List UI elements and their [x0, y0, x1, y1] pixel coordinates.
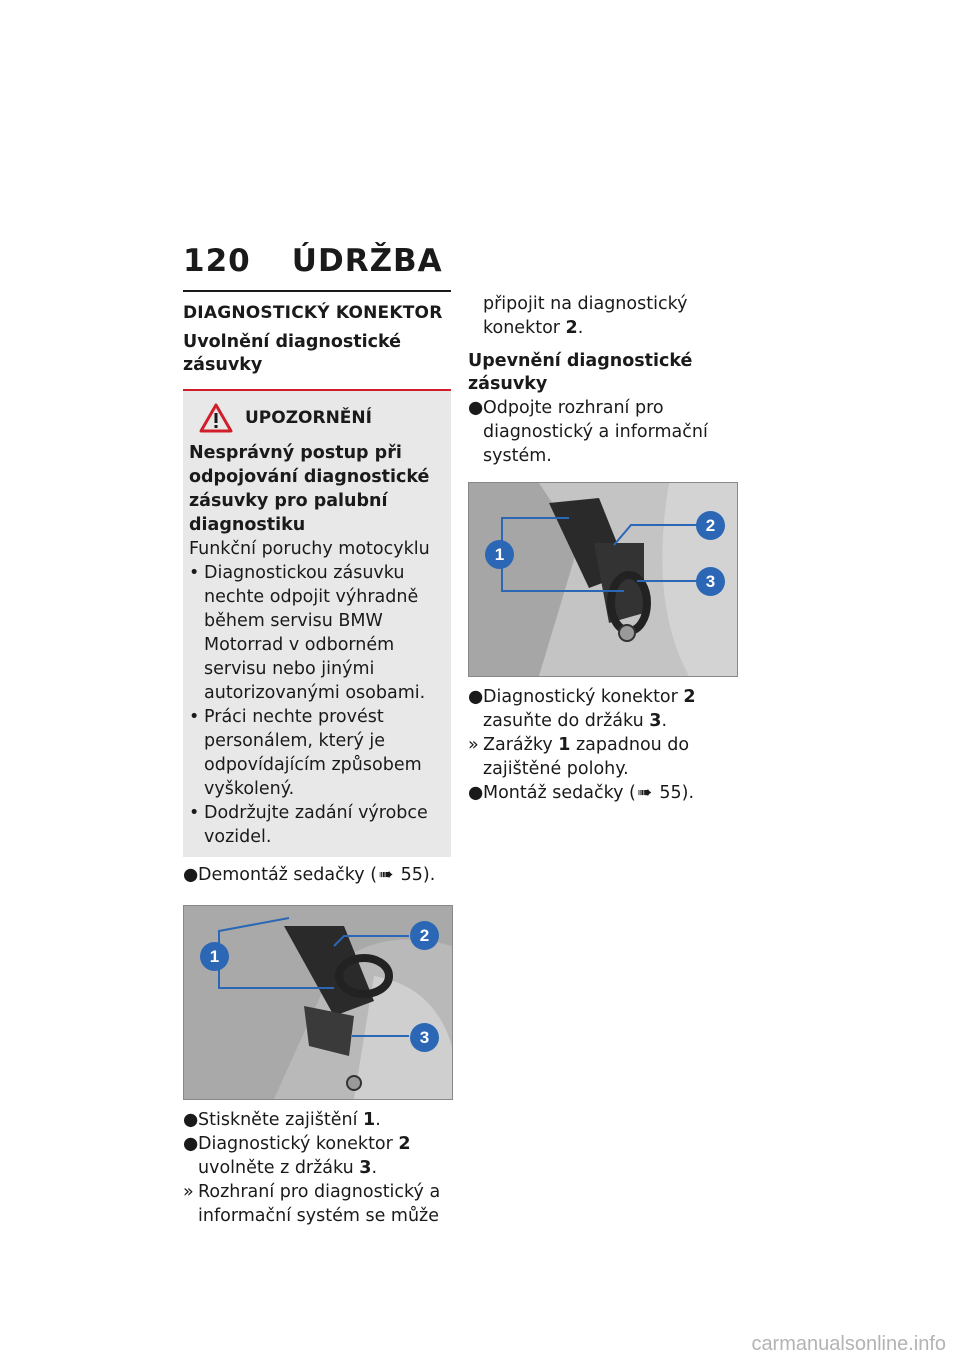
callout-1: 1 [200, 942, 229, 971]
warning-consequence: Funkční poruchy motocyklu [189, 539, 430, 559]
page-reference[interactable]: 55). [400, 865, 436, 885]
warning-label: UPOZORNĚNÍ [245, 408, 372, 428]
left-column [183, 290, 451, 1228]
connector-photo-1 [183, 905, 453, 1100]
section-rule [183, 290, 451, 292]
warning-triangle-icon [199, 403, 233, 433]
warning-box [183, 389, 451, 857]
warning-item: • Práci nechte provést personálem, který je odpovídajícím způsobem vyškolený. [189, 707, 422, 799]
subsection-title-fasten: Upevnění diagnostické zásuvky [468, 351, 693, 394]
page-number: 120 [183, 243, 251, 279]
result-continued: připojit na diagnostický konektor 2. [483, 294, 688, 338]
page-reference[interactable]: 55). [659, 783, 695, 803]
section-title: DIAGNOSTICKÝ KONEKTOR [183, 303, 443, 323]
right-column [468, 292, 740, 805]
callout-3: 3 [410, 1023, 439, 1052]
step-remove-seat: ● Demontáž sedačky (➠ 55). [183, 865, 436, 885]
step-disconnect-interface: ● Odpojte rozhraní pro diagnostický a informační systém. [468, 398, 708, 466]
step-press-lock: ● Stiskněte zajištění 1. [183, 1110, 381, 1130]
result-latches-engaged: » Zarážky 1 zapadnou do zajištěné polohy. [468, 735, 690, 779]
warning-cause: Nesprávný postup při odpojování diagnostické zásuvky pro palubní diagnostiku [189, 443, 430, 535]
callout-2: 2 [696, 511, 725, 540]
step-insert-connector: ● Diagnostický konektor 2 zasuňte do držáku 3. [468, 687, 696, 731]
chapter-title: ÚDRŽBA [291, 243, 443, 279]
step-release-connector: ● Diagnostický konektor 2 uvolněte z držáku 3. [183, 1134, 411, 1178]
callout-2: 2 [410, 921, 439, 950]
watermark: carmanualsonline.info [751, 1333, 946, 1355]
warning-item: • Dodržujte zadání výrobce vozidel. [189, 803, 428, 847]
page-reference-arrow-icon[interactable]: ➠ [378, 865, 394, 885]
result-interface-connectable: » Rozhraní pro diagnostický a informační systém se může [183, 1182, 441, 1226]
callout-3: 3 [696, 567, 725, 596]
page-header [183, 243, 443, 279]
connector-photo-2 [468, 482, 738, 677]
subsection-title: Uvolnění diagnostické zásuvky [183, 332, 402, 375]
warning-item: • Diagnostickou zásuvku nechte odpojit výhradně během servisu BMW Motorrad v odborném servisu nebo jinými autorizovanými osobami. [189, 563, 426, 703]
warning-header [199, 403, 445, 433]
page-reference-arrow-icon[interactable]: ➠ [637, 783, 653, 803]
step-install-seat: ● Montáž sedačky (➠ 55). [468, 783, 695, 803]
callout-1: 1 [485, 540, 514, 569]
